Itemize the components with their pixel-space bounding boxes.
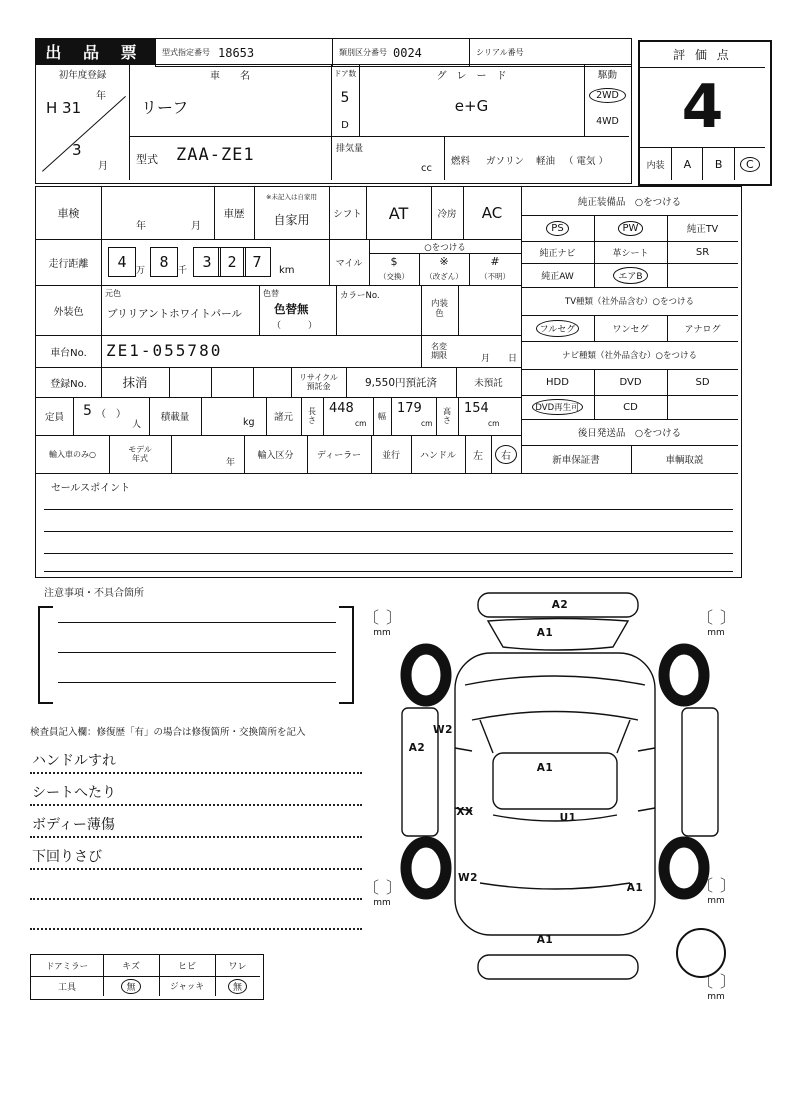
tv-analog: アナログ [684,324,721,335]
chassis-no-value: ZE1-055780 [106,341,223,360]
import-parallel: 並行 [381,450,400,461]
model-year-label [109,435,171,473]
notes-label: 注意事項・不具合箇所 [44,588,144,599]
navi-type-header: ナビ種類（社外品含む）○をつける [562,351,697,361]
damage-mark: XX [456,806,474,818]
doors-label: ドア数 [333,68,357,78]
model-code-row-value: ZAA-ZE1 [176,145,255,165]
grid-line [458,397,459,435]
damage-diagram [360,583,760,1023]
mileage-mark2-symbol: ※ [439,255,449,268]
crack-label: ヒビ [177,962,196,972]
interior-color-label-line1: 内装 [430,299,448,310]
wheel-front-left [406,649,446,701]
mm-label: mm [373,898,391,908]
mileage-mark2-label: （改ざん） [425,272,463,281]
fuel-electric-selected: （ 電気 ） [564,156,609,167]
interior-grade-row [640,147,765,180]
serial-field [470,39,631,66]
inspector-item-2: シートへたり [32,785,116,801]
grid-line [36,335,521,336]
damage-mark: A2 [408,742,426,754]
bracket-close-glyph: 〕 [720,608,744,627]
grade-value: e+G [454,97,489,115]
dotted-line [30,928,362,930]
length-label [301,397,323,435]
recycle-value: 9,550円預託済 [364,376,438,389]
mileage-unit-10000: 万 [136,266,146,276]
bracket-open-icon [38,606,53,704]
body-outline [455,653,655,935]
grid-line [253,367,254,397]
grid-line [458,285,459,335]
inspector-header: 検査員記入欄：修復歴「有」の場合は修復箇所・交換箇所を記入 [30,727,306,738]
mileage-digit-10000: 4 [108,247,136,277]
trunk-panel [488,619,628,651]
capacity-paren: （ ） [96,409,126,420]
warranty-book: 新車保証書 [552,455,600,466]
car-name-value: リーフ [141,98,189,117]
cowl-line [472,712,638,721]
interior-grade-b: B [703,148,734,180]
shift-value: AT [388,203,409,223]
hood-line [465,676,645,685]
model-code-row-label: 型式 [136,153,158,166]
writing-line [58,652,336,653]
mm-bracket [363,608,410,638]
grid-line [169,367,170,397]
dvd-playable-selected: DVD再生可 [532,399,582,415]
tools-table [30,954,264,1000]
grid-line [211,367,212,397]
grid-line [73,397,74,435]
name-change-label-line2: 期限 [431,351,447,360]
displacement-unit: cc [421,163,432,174]
mileage-digit-100: 3 [193,247,221,277]
original-color-value: ブリリアントホワイトパール [107,308,242,320]
jack-label: ジャッキ [170,982,204,992]
sheet-title: 出 品 票 [35,38,155,65]
history-value: 自家用 [273,212,310,227]
tv-fullseg-selected: フルセグ [536,320,580,337]
history-note: ※未記入は自家用 [266,192,317,201]
a-pillar-left [480,720,493,753]
length-label-line1: 長 [308,406,316,416]
equipment-header: 純正装備品 ○をつける [577,197,682,208]
inspector-item-4: 下回りさび [32,849,102,865]
cd: CD [623,401,638,413]
shift-label: シフト [333,209,362,220]
mm-label: mm [707,628,725,638]
height-label-line2: さ [443,416,451,425]
dotted-line [30,898,362,900]
evaluation-title: 評 価 点 [640,42,765,68]
wheel-front-right [664,649,704,701]
import-only-label: 輸入車のみ○ [49,449,96,459]
tv-type-header: TV種類（社外品含む）○をつける [565,297,694,307]
dotted-line [30,836,362,838]
bracket-open-glyph: 〔 [697,876,721,895]
interior-color-label [421,285,458,335]
details-table [35,186,742,578]
writing-line [44,509,733,510]
reg-no-value: 抹消 [122,375,148,390]
bracket-open-glyph: 〔 [363,608,387,627]
bracket-open-glyph: 〔 [363,878,387,897]
mm-label: mm [707,992,725,1002]
dotted-line [30,804,362,806]
interior-label: 内装 [640,148,672,180]
name-change-day-unit: 日 [508,354,518,364]
sales-point-label: セールスポイント [51,483,131,494]
evaluation-box [638,40,772,186]
first-reg-era-year: H 31 [46,99,82,117]
capacity-value: 5 [83,403,92,419]
capacity-label: 定員 [44,412,64,423]
scratch-label: キズ [122,962,140,972]
original-color-label: 元色 [105,289,121,298]
grid-line [444,136,445,180]
car-top-view [360,583,760,1023]
damage-mark: A2 [551,599,569,611]
later-shipping-header: 後日発送品 ○をつける [577,428,682,439]
model-code-label: 型式指定番号 [162,48,210,57]
serial-label: シリアル番号 [476,48,524,57]
grid-line [36,473,738,474]
inspector-item-1: ハンドルすれ [32,753,116,769]
load-label: 積載量 [160,412,190,423]
exterior-color-label: 外装色 [53,306,84,318]
reg-no-label: 登録No. [50,378,87,390]
handle-label: ハンドル [419,450,456,461]
rear-window-line [493,815,617,821]
grid-line [323,397,324,435]
model-code-value: 18653 [218,45,255,60]
drive-label: 駆動 [597,70,617,81]
fuel-label: 燃料 [451,156,471,167]
navi-hdd: HDD [546,376,569,388]
mileage-digit-1: 7 [243,247,271,277]
height-label [436,397,458,435]
grid-line [259,285,260,335]
bracket-open-glyph: 〔 [697,608,721,627]
grid-line [201,397,202,435]
wheel-rear-left [406,842,446,894]
length-label-line2: さ [308,416,316,425]
tools-label: 工具 [57,982,76,993]
writing-line [58,682,336,683]
bracket-close-glyph: 〕 [386,878,410,897]
bracket-close-glyph: 〕 [720,876,744,895]
first-reg-year-unit: 年 [96,91,106,102]
length-unit: cm [355,419,367,428]
mm-label: mm [373,628,391,638]
evaluation-score: 4 [681,72,724,142]
equipment-navi: 純正ナビ [539,248,576,259]
height-unit: cm [488,419,500,428]
bumper-bottom [478,955,638,979]
vehicle-manual: 車輌取説 [665,455,704,466]
import-dealer: ディーラー [316,450,362,461]
dotted-line [30,772,362,774]
capacity-unit: 人 [132,420,142,430]
mileage-mark1-symbol: $ [390,255,398,268]
history-label: 車歴 [223,207,245,220]
width-value: 179 [397,401,422,416]
writing-line [44,553,733,554]
door-mirror-label: ドアミラー [45,961,89,972]
model-year-label-line2: 年式 [132,454,148,463]
handle-left: 左 [473,450,483,462]
jack-none-selected: 無 [228,979,247,994]
shaken-label: 車検 [57,207,80,220]
name-change-label-line1: 名変 [431,341,447,351]
grid-line [129,65,130,180]
mileage-unit-1000: 千 [178,266,188,276]
bracket-close-glyph: 〕 [720,972,744,991]
recycle-label-line2: 預託金 [306,382,331,391]
damage-mark: U1 [559,812,577,824]
fuel-gasoline: ガソリン [486,156,525,167]
break-label: ワレ [228,962,247,972]
equipment-sr: SR [695,246,710,258]
chassis-no-label: 車台No. [50,347,87,359]
name-change-month-unit: 月 [481,354,491,364]
drive-4wd: 4WD [596,115,619,127]
class-code-value: 0024 [393,45,422,60]
spare-tire [677,929,725,977]
cooler-value: AC [481,204,503,222]
equipment-airbag-selected: エアB [613,267,647,284]
spec-label: 諸元 [273,412,293,423]
door-line-right-1 [638,748,655,751]
mileage-km-unit: km [279,265,295,276]
load-unit: kg [243,417,255,428]
header-strip [155,38,632,67]
model-year-unit: 年 [226,458,236,468]
writing-line [44,571,733,572]
tv-oneseg: ワンセグ [612,324,649,335]
door-line-left-1 [455,748,472,751]
grid-line [129,136,629,137]
color-change-paren: （ ） [272,321,318,331]
model-code-field [156,39,333,66]
import-type-label: 輸入区分 [257,450,294,461]
recycle-alt: 未預託 [474,378,503,389]
recycle-label-line1: リサイクル [299,372,338,382]
color-change-label: 色替 [263,289,279,298]
damage-mark: W2 [433,724,453,736]
damage-mark: W2 [458,872,478,884]
inspector-item-3: ボディー薄傷 [32,817,115,833]
grade-label: グ レ ー ド [436,70,507,82]
damage-mark: A1 [536,762,554,774]
mileage-mark3-symbol: # [490,255,500,268]
mm-label: mm [707,896,725,906]
damage-mark: A1 [626,882,644,894]
equipment-leather: 革シート [612,248,649,259]
mileage-mark1-label: （交換） [379,272,409,281]
handle-right-selected: 右 [495,445,517,464]
first-reg-month: 3 [72,141,82,159]
mm-bracket [697,972,744,1002]
interior-grade-a: A [672,148,703,180]
dotted-line [30,868,362,870]
trunk-line [480,883,630,889]
grid-line [171,435,172,473]
color-change-value: 色替無 [274,302,309,316]
cooler-label: 冷房 [437,209,457,220]
class-code-field [333,39,470,66]
car-name-label: 車 名 [210,70,250,82]
mileage-mile-label: マイル [335,258,363,269]
color-no-label: カラーNo. [340,291,380,301]
bracket-open-glyph: 〔 [697,972,721,991]
mm-bracket [697,876,744,906]
a-pillar-right [617,720,630,753]
navi-dvd: DVD [619,376,642,388]
grid-line [101,187,102,397]
grid-line [336,285,337,335]
mm-bracket [363,878,410,908]
doors-sub: D [341,119,349,131]
recycle-label [291,367,346,397]
writing-line [58,622,336,623]
damage-mark: A1 [536,627,554,639]
length-value: 448 [329,401,354,416]
damage-mark: A1 [536,934,554,946]
width-label: 幅 [378,411,386,421]
model-year-label-line1: モデル [128,444,152,454]
mileage-digit-1000: 8 [150,247,178,277]
class-code-label: 類別区分番号 [339,48,387,57]
door-line-right-2 [638,808,655,811]
equipment-aw: 純正AW [541,271,574,282]
mm-bracket [697,608,744,638]
interior-grade-c-selected: C [740,157,760,172]
interior-color-label-line2: 色 [435,309,444,319]
height-value: 154 [464,401,489,416]
mileage-mark-header: ○をつける [424,242,466,253]
first-reg-label: 初年度登録 [58,70,107,81]
doors-value: 5 [340,90,350,106]
navi-sd: SD [695,376,710,388]
displacement-label: 排気量 [336,144,364,154]
height-label-line1: 高 [443,406,451,416]
mileage-label: 走行距離 [48,258,89,270]
mileage-mark3-label: （不明） [480,272,510,281]
grid-line [391,397,392,435]
rocker-right [682,708,718,836]
vehicle-head-table [35,64,632,184]
shaken-month-unit: 月 [191,221,201,232]
roof-panel [493,753,617,809]
tools-none-selected: 無 [121,979,140,994]
equipment-tv: 純正TV [686,224,719,235]
equipment-ps-selected: PS [546,221,568,236]
first-reg-month-unit: 月 [98,161,108,172]
mileage-digit-10: 2 [218,247,246,277]
shaken-year-unit: 年 [136,221,146,232]
fuel-diesel: 軽油 [536,156,556,167]
equipment-pw-selected: PW [618,221,644,236]
bracket-close-glyph: 〕 [386,608,410,627]
width-unit: cm [421,419,433,428]
bracket-close-icon [339,606,354,704]
drive-2wd-selected: 2WD [589,88,626,103]
name-change-label [424,337,454,365]
writing-line [44,531,733,532]
